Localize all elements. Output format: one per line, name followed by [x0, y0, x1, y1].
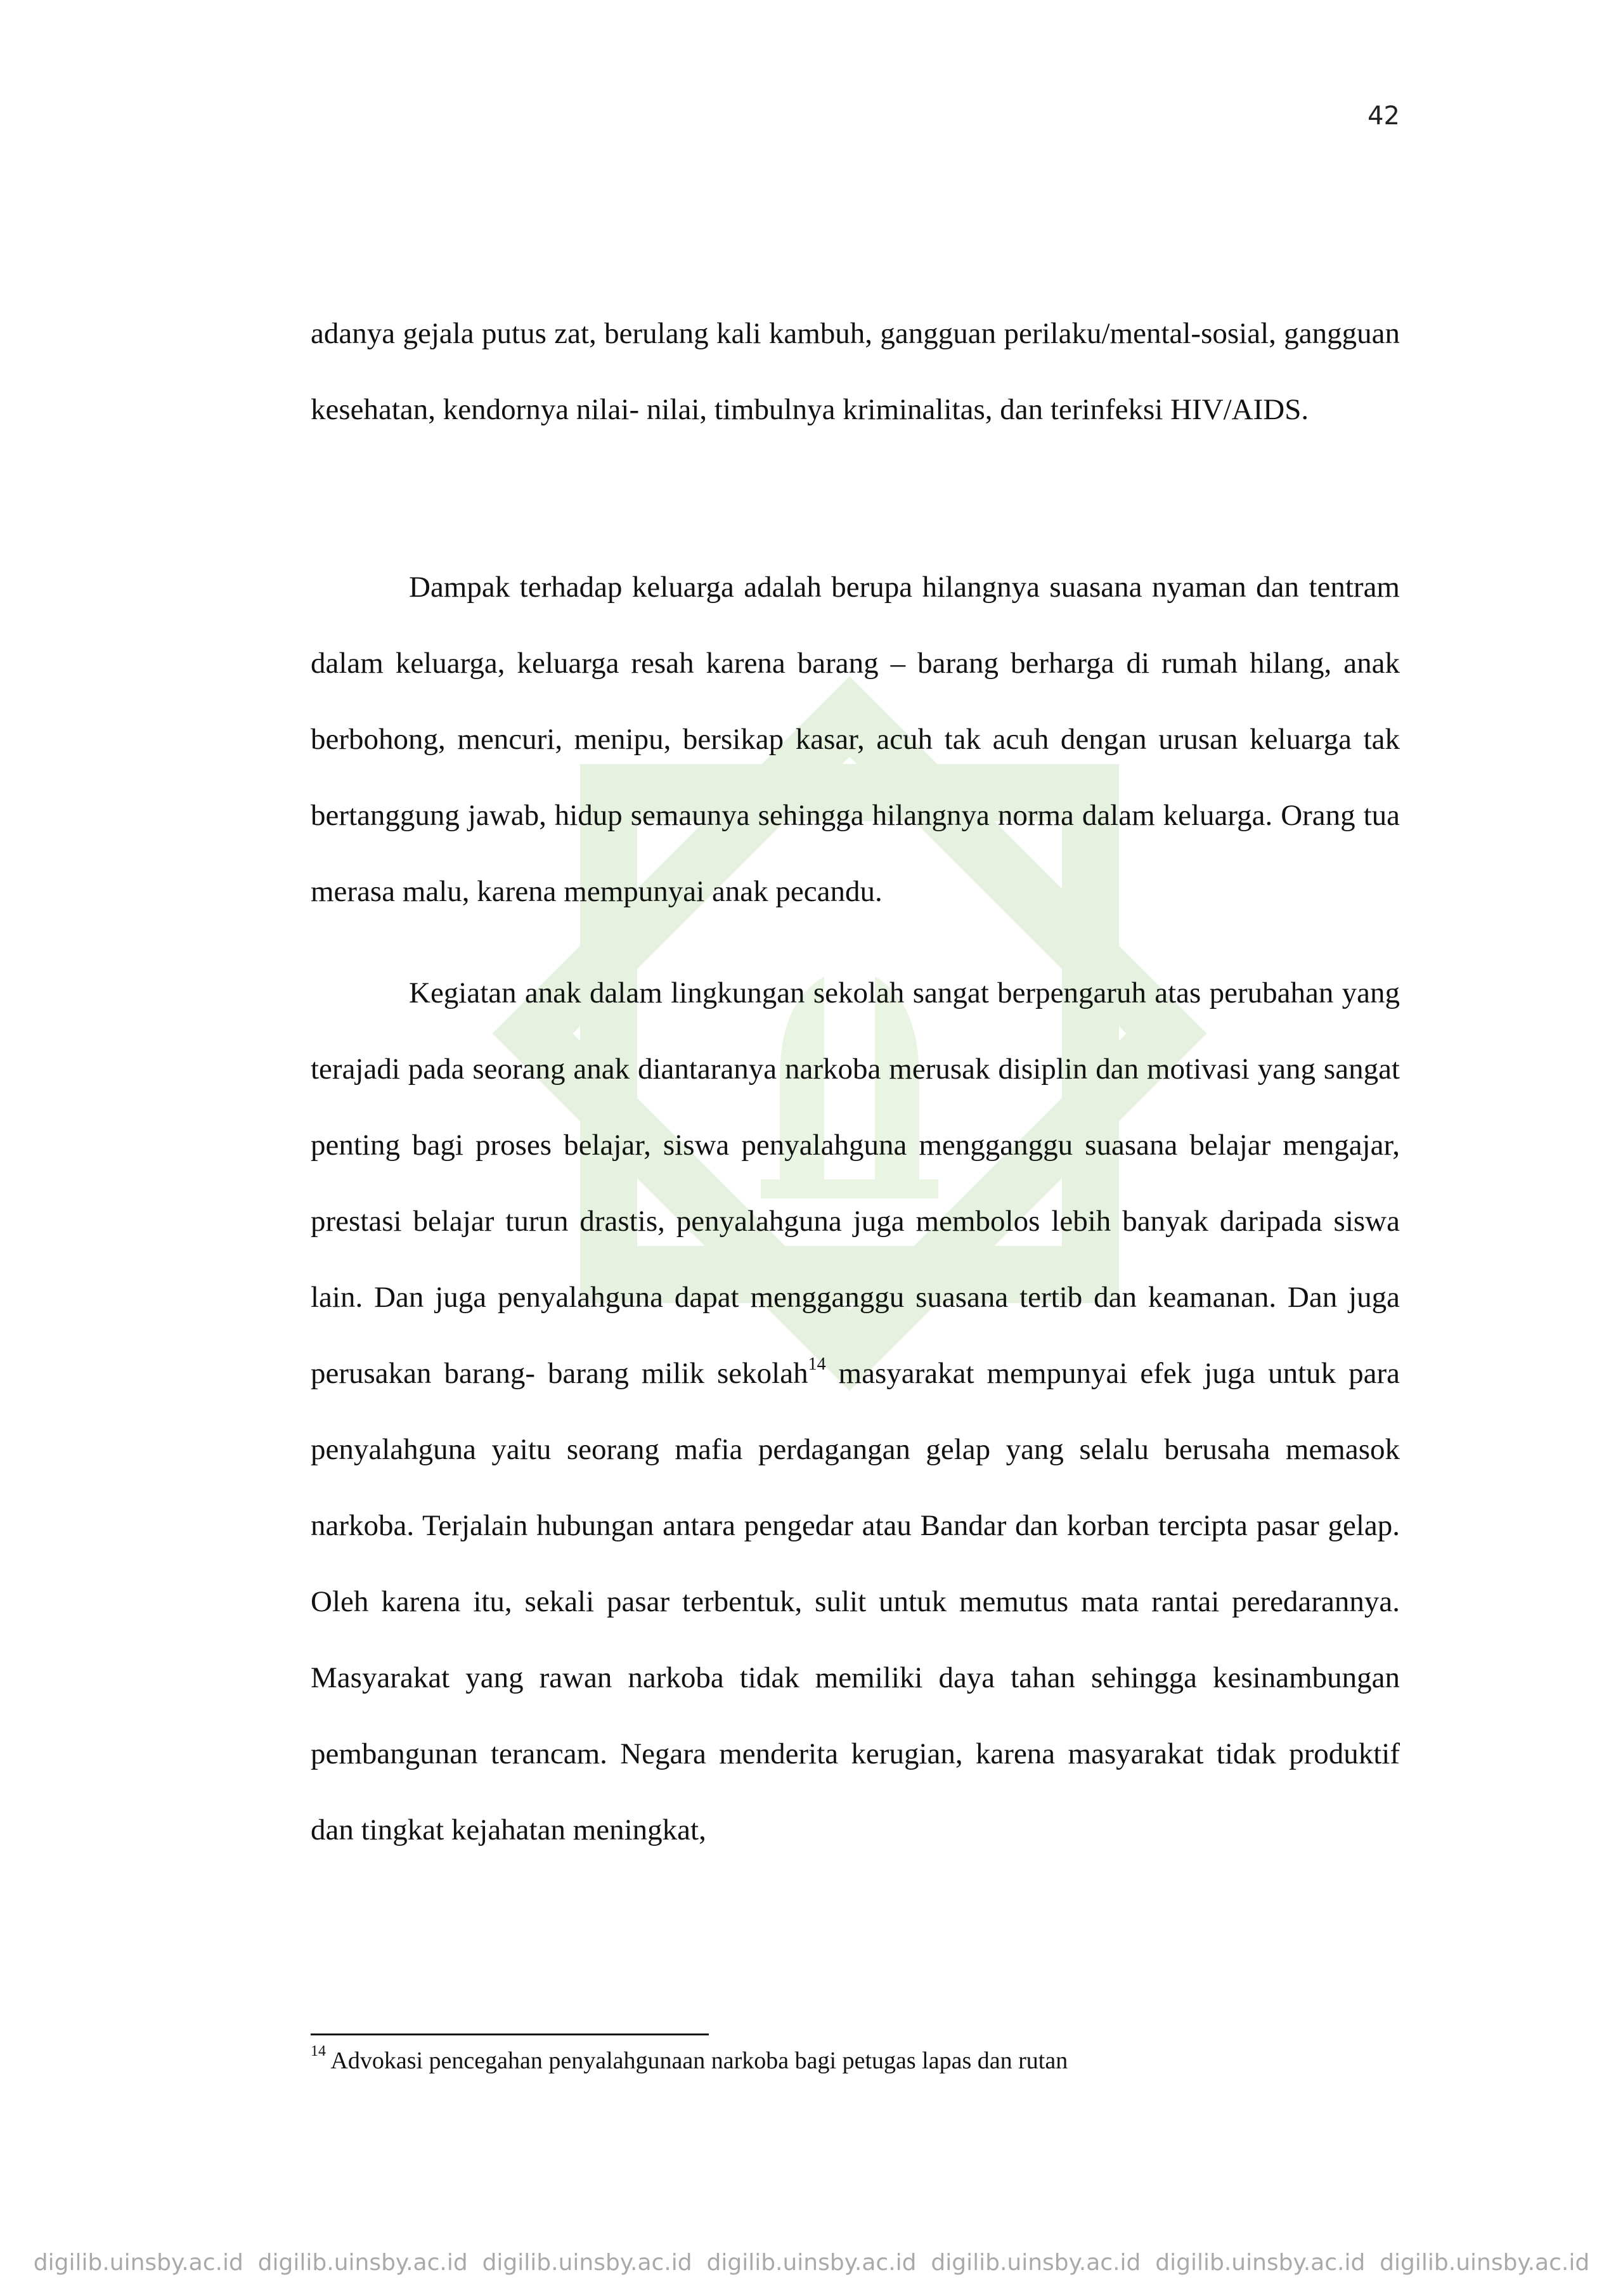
paragraph-3-text-before-note: Kegiatan anak dalam lingkungan sekolah sangat berpengaruh atas perubahan yang terajadi pada seorang anak diantaranya narkoba merusak disiplin dan motivasi yang sangat penting bagi proses belajar, siswa penyalahguna mengganggu suasana belajar mengajar, prestasi belajar turun drastis, penyalahguna juga membolos lebih banyak daripada siswa lain. Dan juga penyalahguna dapat mengganggu suasana tertib dan keamanan. Dan juga perusakan barang- barang milik sekolah	[311, 976, 1400, 1390]
paragraph-1-text: adanya gejala putus zat, berulang kali kambuh, gangguan perilaku/mental-sosial, gangguan kesehatan, kendornya nilai- nilai, timbulnya kriminalitas, dan terinfeksi HIV/AIDS.	[311, 317, 1400, 426]
paragraph-3-text	[311, 955, 1400, 1868]
paragraph-2-text: Dampak terhadap keluarga adalah berupa hilangnya suasana nyaman dan tentram dalam keluarga, keluarga resah karena barang – barang berharga di rumah hilang, anak berbohong, mencuri, menipu, bersikap kasar, acuh tak acuh dengan urusan keluarga tak bertanggung jawab, hidup semaunya sehingga hilangnya norma dalam keluarga. Orang tua merasa malu, karena mempunyai anak pecandu.	[311, 571, 1400, 908]
paragraph-continuation	[311, 295, 1400, 448]
footnote-reference[interactable]: 14	[808, 1354, 826, 1375]
page-number: 42	[1368, 101, 1400, 131]
footnote-number: 14	[311, 2043, 326, 2060]
footnote	[311, 2043, 1400, 2075]
paragraph-family-impact	[311, 549, 1400, 930]
repository-footer: digilib.uinsby.ac.id digilib.uinsby.ac.id digilib.uinsby.ac.id digilib.uinsby.ac.id digilib.uinsby.ac.id digilib.uinsby.ac.id digilib.uinsby.ac.id	[33, 2250, 1590, 2276]
footnote-separator	[311, 2033, 709, 2035]
paragraph-school-impact	[311, 955, 1400, 1868]
footnote-text: Advokasi pencegahan penyalahgunaan narkoba bagi petugas lapas dan rutan	[330, 2047, 1068, 2074]
paragraph-3-text-after-note: masyarakat mempunyai efek juga untuk para penyalahguna yaitu seorang mafia perdagangan gelap yang selalu berusaha memasok narkoba. Terjalain hubungan antara pengedar atau Bandar dan korban tercipta pasar gelap. Oleh karena itu, sekali pasar terbentuk, sulit untuk memutus mata rantai peredarannya. Masyarakat yang rawan narkoba tidak memiliki daya tahan sehingga kesinambungan pembangunan terancam. Negara menderita kerugian, karena masyarakat tidak produktif dan tingkat kejahatan meningkat,	[311, 1357, 1400, 1846]
